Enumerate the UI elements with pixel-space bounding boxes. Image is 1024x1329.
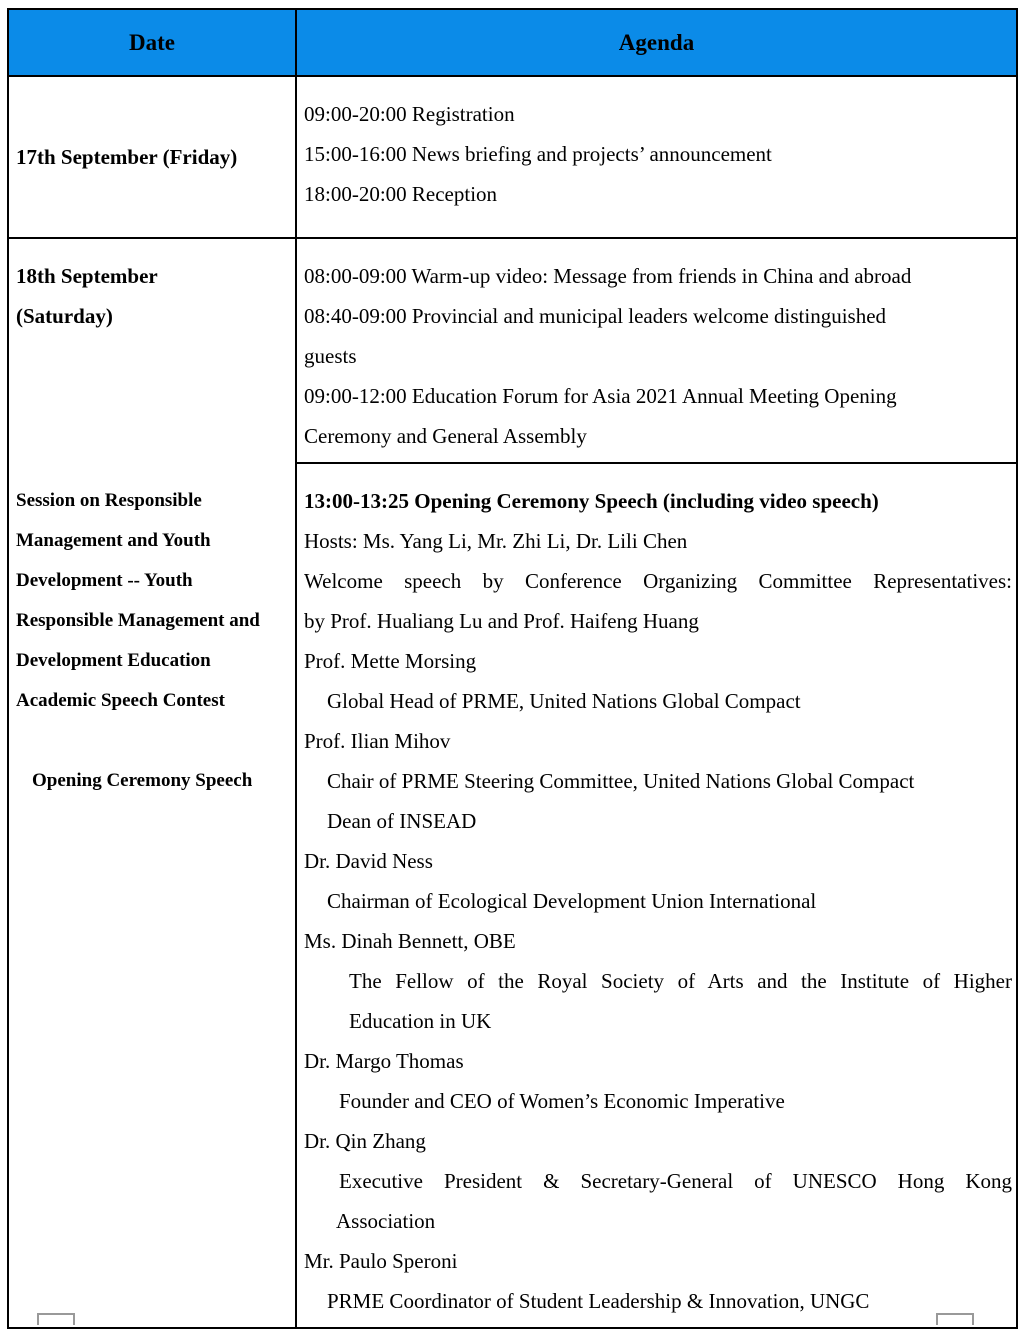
- agenda-table: [7, 8, 1018, 1329]
- agenda-cell: [296, 238, 1017, 463]
- date-label: 18th September: [16, 264, 158, 288]
- speaker-title: Dean of INSEAD: [327, 809, 477, 833]
- speaker-title: Education in UK: [349, 1009, 492, 1033]
- speaker-title: Association: [336, 1209, 436, 1233]
- date-cell: [8, 76, 296, 238]
- agenda-item: 15:00-16:00 News briefing and projects’ announcement: [304, 142, 772, 166]
- session-subtitle: Opening Ceremony Speech: [32, 770, 253, 791]
- speaker-title: The Fellow of the Royal Society of Arts and the Institute of Higher: [349, 969, 1012, 993]
- speaker-name: Prof. Ilian Mihov: [304, 729, 451, 753]
- page-corner-mark: [37, 1313, 75, 1325]
- speaker-title: Founder and CEO of Women’s Economic Imperative: [339, 1089, 785, 1113]
- agenda-item: 09:00-12:00 Education Forum for Asia 2021 Annual Meeting Opening: [304, 384, 897, 408]
- agenda-item: 08:00-09:00 Warm-up video: Message from friends in China and abroad: [304, 264, 912, 288]
- welcome-speech: Welcome speech by Conference Organizing Committee Representatives:: [304, 569, 1012, 593]
- session-heading: 13:00-13:25 Opening Ceremony Speech (including video speech): [304, 489, 879, 513]
- speaker-title: PRME Coordinator of Student Leadership & Innovation, UNGC: [327, 1289, 870, 1313]
- date-header: Date: [8, 9, 296, 76]
- speaker-name: Prof. Mette Morsing: [304, 649, 477, 673]
- session-title-line: Responsible Management and: [16, 610, 260, 631]
- welcome-speech: by Prof. Hualiang Lu and Prof. Haifeng Huang: [304, 609, 699, 633]
- date-label: (Saturday): [16, 304, 113, 328]
- table-row: [8, 238, 1017, 463]
- page-corner-mark: [936, 1313, 974, 1325]
- session-title-line: Management and Youth: [16, 530, 211, 551]
- speaker-name: Dr. Margo Thomas: [304, 1049, 464, 1073]
- session-title-line: Development -- Youth: [16, 570, 193, 591]
- agenda-cell: [296, 463, 1017, 1328]
- speaker-title: Chair of PRME Steering Committee, United Nations Global Compact: [327, 769, 915, 793]
- speaker-title: Global Head of PRME, United Nations Global Compact: [327, 689, 801, 713]
- date-label: 17th September (Friday): [16, 145, 238, 169]
- speaker-name: Mr. Paulo Speroni: [304, 1249, 458, 1273]
- speaker-name: Ms. Dinah Bennett, OBE: [304, 929, 516, 953]
- speaker-name: Dr. Qin Zhang: [304, 1129, 426, 1153]
- session-title: [16, 481, 295, 721]
- agenda-cell: [296, 76, 1017, 238]
- agenda-item: 08:40-09:00 Provincial and municipal leaders welcome distinguished: [304, 304, 887, 328]
- session-title-line: Academic Speech Contest: [16, 690, 225, 711]
- agenda-item: 09:00-20:00 Registration: [304, 102, 515, 126]
- header-row: [8, 9, 1017, 76]
- session-title-line: Session on Responsible: [16, 490, 202, 511]
- agenda-item: Ceremony and General Assembly: [304, 424, 587, 448]
- hosts: Hosts: Ms. Yang Li, Mr. Zhi Li, Dr. Lili Chen: [304, 529, 688, 553]
- speaker-title: Chairman of Ecological Development Union International: [327, 889, 817, 913]
- speaker-name: Dr. David Ness: [304, 849, 433, 873]
- agenda-item: 18:00-20:00 Reception: [304, 182, 498, 206]
- agenda-item: guests: [304, 344, 357, 368]
- speaker-title: Executive President & Secretary-General of UNESCO Hong Kong: [339, 1169, 1012, 1193]
- date-cell: [8, 238, 296, 1328]
- agenda-header: Agenda: [296, 9, 1017, 76]
- session-title-line: Development Education: [16, 650, 211, 671]
- table-row: [8, 76, 1017, 238]
